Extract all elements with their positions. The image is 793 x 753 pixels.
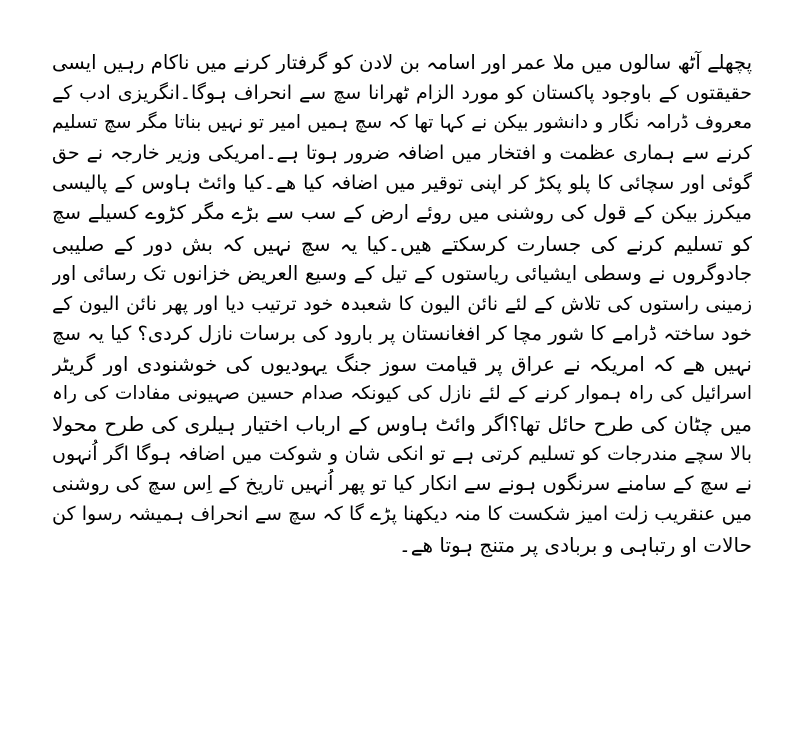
text-line-13: میں چٹان کی طرح حائل تھا؟اگر وائٹ ہاوس کے ارباب اختیار ہیلری کی طرح محولا <box>52 412 752 437</box>
text-line-1: پچھلے آٹھ سالوں میں ملا عمر اور اسامہ بن لادن کو گرفتار کرنے میں ناکام رہیں ایسی <box>52 51 752 74</box>
text-line-7: کو تسلیم کرنے کی جسارت کرسکتے ھیں۔کیا یہ سچ نہیں کہ بش دور کے صلیبی <box>52 231 752 256</box>
text-line-16: میں عنقریب زلت امیز شکست کا منہ دیکھنا پڑے گا کہ سچ سے انحراف ہمیشہ رسوا کن <box>52 503 752 526</box>
text-line-2: حقیقتوں کے باوجود پاکستان کو مورد الزام ٹھرانا سچ سے انحراف ہوگا۔انگریزی ادب کے <box>52 82 752 105</box>
text-line-4: کرنے سے ہماری عظمت و افتخار میں اضافہ ضرور ہوتا ہے۔امریکی وزیر خارجہ نے حق <box>52 142 752 165</box>
text-line-9: زمینی راستوں کی تلاش کے لئے نائن الیون کا شعبدہ خود ترتیب دیا اور پھر نائن الیون کے <box>52 292 752 315</box>
text-line-5: گوئی اور سچائی کا پلو پکڑ کر اپنی توقیر میں اضافہ کیا ھے۔کیا وائٹ ہاوس کے پالیسی <box>52 172 752 195</box>
text-line-11: نہیں ھے کہ امریکہ نے عراق پر قیامت سوز جنگ یہودیوں کی خوشنودی اور گریٹر <box>52 351 752 376</box>
text-line-14: بالا سچے مندرجات کو تسلیم کرتی ہے تو انکی شان و شوکت میں اضافہ ہوگا اگر اُنہوں <box>52 443 752 466</box>
text-line-10: خود ساختہ ڈرامے کا شور مچا کر افغانستان پر بارود کی برسات نازل کردی؟ کیا یہ سچ <box>52 321 752 345</box>
text-line-3: معروف ڈرامہ نگار و دانشور بیکن نے کہا تھا کہ سچ ہمیں امیر تو نہیں بناتا مگر سچ تسلیم <box>52 112 752 134</box>
urdu-paragraph <box>52 48 752 560</box>
text-line-12: اسرائیل کی راہ ہموار کرنے کے لئے نازل کی کیونکہ صدام حسین صہیونی مفادات کی راہ <box>52 383 752 405</box>
text-line-6: میکرز بیکن کے قول کی روشنی میں روئے ارض کے سب سے بڑے مگر کڑوے کسیلے سچ <box>52 201 752 225</box>
text-line-8: جادوگروں نے وسطی ایشیائی ریاستوں کے تیل کے وسیع العریض خزانوں تک رسائی اور <box>52 261 752 285</box>
text-line-17: حالات او رتباہی و بربادی پر متنج ہوتا ھے۔ <box>399 532 752 557</box>
text-line-15: نے سچ کے سامنے سرنگوں ہونے سے انکار کیا تو پھر اُنہیں تاریخ کے اِس سچ کی روشنی <box>52 472 752 496</box>
